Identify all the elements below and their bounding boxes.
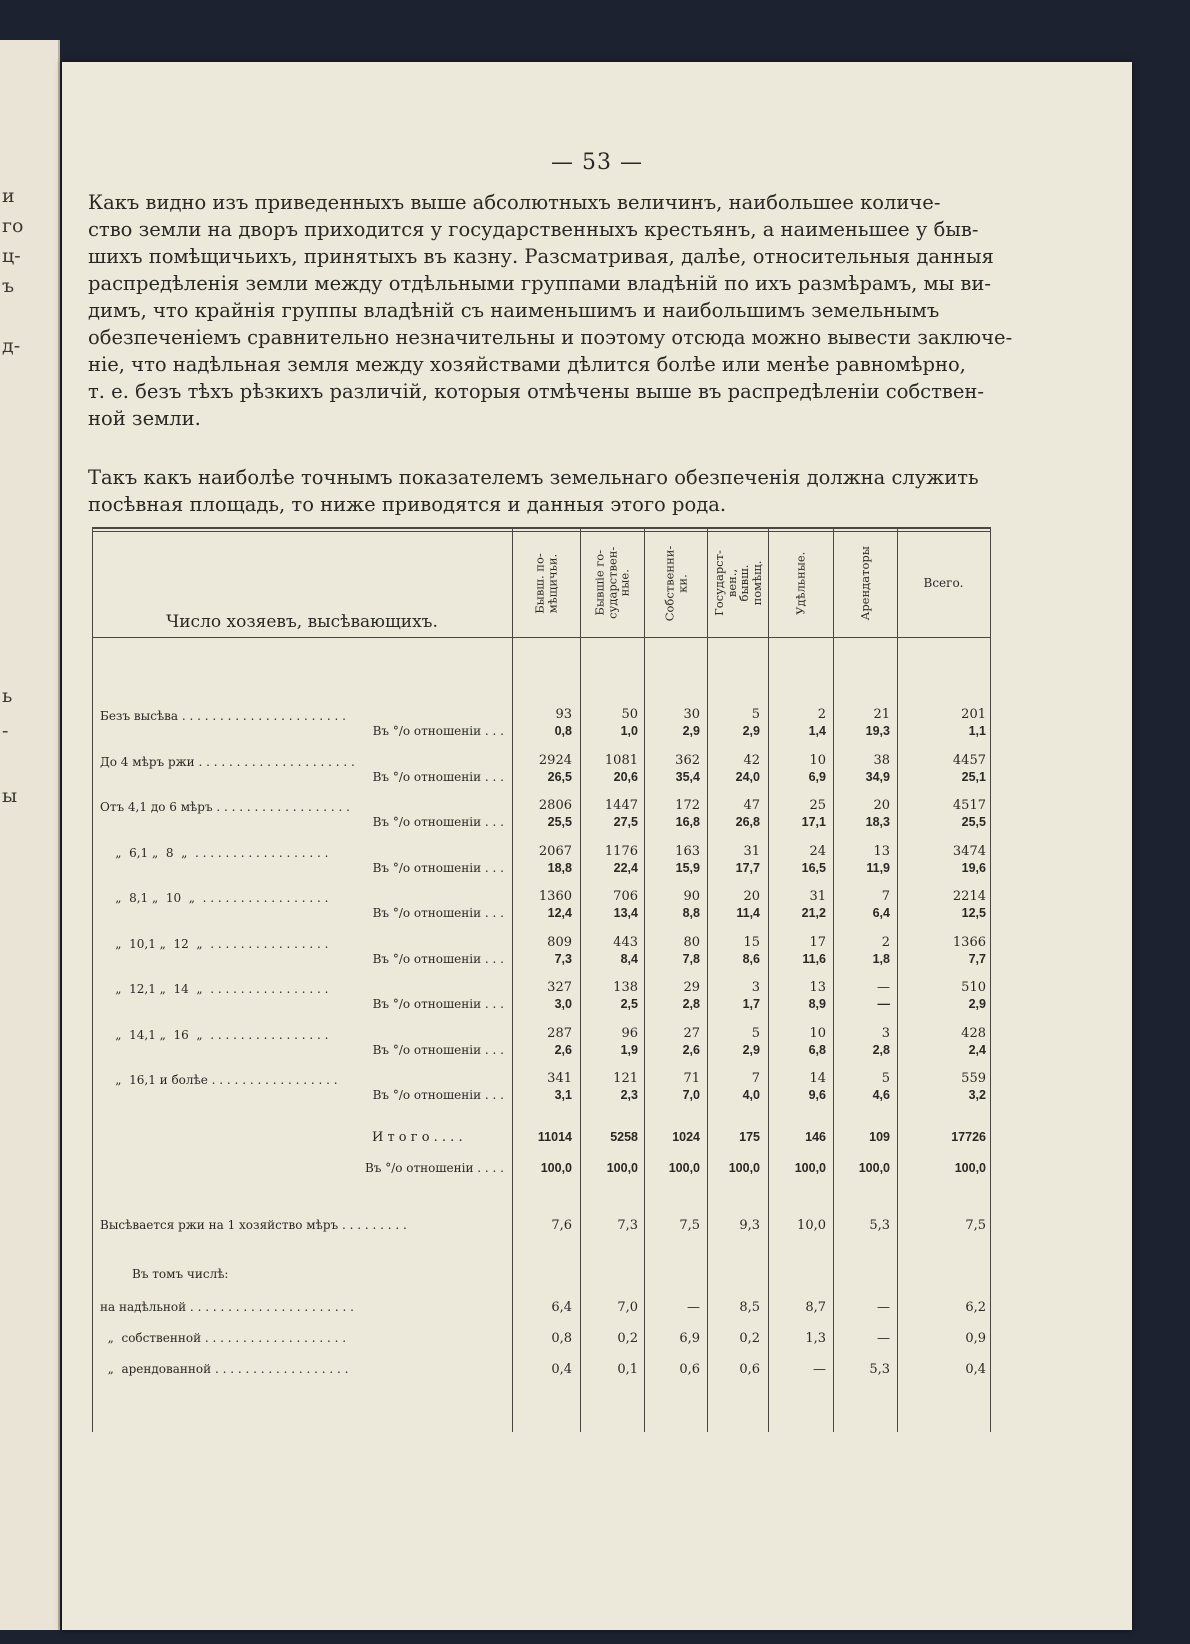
table-cell-percent: 3,2 bbox=[968, 1088, 986, 1102]
text-line: Какъ видно изъ приведенныхъ выше абсолютныхъ величинъ, наибольшее количе- bbox=[88, 191, 941, 214]
sub-row-cell: 5,3 bbox=[869, 1362, 890, 1377]
table-cell-percent: 19,6 bbox=[961, 860, 986, 875]
column-header bbox=[768, 535, 833, 631]
table-cell-percent: 11,4 bbox=[736, 906, 760, 920]
percent-label: Въ °/o отношеніи . . . bbox=[372, 951, 504, 966]
total-cell-percent: 100,0 bbox=[858, 1161, 890, 1175]
per-household-label: Высѣвается ржи на 1 хозяйство мѣръ . . . . . . . . . bbox=[100, 1218, 407, 1232]
per-household-cell: 7,3 bbox=[617, 1218, 638, 1233]
per-household-cell: 5,3 bbox=[869, 1218, 890, 1233]
sub-row-cell: 0,6 bbox=[739, 1362, 760, 1377]
per-household-cell: 7,5 bbox=[679, 1218, 700, 1233]
table-cell: 27 bbox=[683, 1025, 700, 1041]
percent-label: Въ °/o отношеніи . . . bbox=[372, 815, 504, 829]
table-cell-percent: 19,3 bbox=[865, 724, 890, 738]
text-line: ніе, что надѣльная земля между хозяйствами дѣлится болѣе или менѣе равномѣрно, bbox=[88, 353, 966, 376]
sub-row-cell: — bbox=[877, 1331, 890, 1346]
column-header-label: Государст- вен., бывш. помѣщ. bbox=[711, 550, 764, 616]
table-cell-percent: 11,6 bbox=[802, 951, 826, 966]
table-cell-percent: 2,4 bbox=[968, 1042, 986, 1057]
row-label: „ 14,1 „ 16 „ . . . . . . . . . . . . . . . . bbox=[100, 1027, 329, 1042]
sub-row-cell: 7,0 bbox=[617, 1300, 638, 1315]
column-header-label: Всего. bbox=[923, 576, 964, 590]
table-cell-percent: 7,8 bbox=[682, 951, 700, 966]
table-cell: 42 bbox=[743, 752, 760, 768]
table-cell: 1176 bbox=[604, 843, 638, 859]
table-cell-percent: 2,6 bbox=[682, 1042, 700, 1057]
left-page-fragment: ъ bbox=[2, 275, 15, 297]
sub-row-cell: 0,4 bbox=[965, 1362, 986, 1377]
table-cell-percent: 3,0 bbox=[554, 997, 572, 1011]
table-cell-percent: 17,1 bbox=[801, 815, 826, 829]
table-cell-percent: 16,5 bbox=[801, 860, 826, 875]
total-cell: 1024 bbox=[672, 1130, 700, 1144]
table-cell-percent: 0,8 bbox=[554, 724, 572, 738]
rule-line bbox=[768, 527, 769, 1432]
table-cell-percent: 8,6 bbox=[742, 951, 760, 966]
table-cell: 13 bbox=[873, 843, 890, 859]
total-cell-percent: 100,0 bbox=[668, 1161, 700, 1175]
row-label: „ 12,1 „ 14 „ . . . . . . . . . . . . . . . . bbox=[100, 982, 329, 996]
table-cell-percent: 2,8 bbox=[872, 1042, 890, 1057]
table-cell: 93 bbox=[555, 707, 572, 722]
table-cell: 362 bbox=[675, 752, 700, 768]
table-cell-percent: 8,8 bbox=[682, 906, 700, 920]
per-household-cell: 7,5 bbox=[965, 1218, 986, 1233]
table-cell: 10 bbox=[809, 1025, 826, 1041]
table-cell: 20 bbox=[743, 889, 760, 904]
column-header-label: Удѣльные. bbox=[793, 551, 808, 615]
including-label: Въ томъ числѣ: bbox=[132, 1267, 229, 1281]
left-page-fragment: го bbox=[2, 215, 24, 237]
table-cell: 47 bbox=[743, 798, 760, 813]
table-cell: 5 bbox=[751, 1025, 760, 1041]
table-cell: 1366 bbox=[952, 934, 986, 950]
table-cell-percent: 25,5 bbox=[547, 815, 572, 829]
sub-row-cell: 0,9 bbox=[965, 1331, 986, 1346]
table-cell-percent: 2,9 bbox=[968, 997, 986, 1011]
table-cell-percent: 7,0 bbox=[682, 1088, 700, 1102]
table-cell: 559 bbox=[961, 1071, 986, 1086]
sub-row-label: на надѣльной . . . . . . . . . . . . . . . . . . . . . . bbox=[100, 1300, 354, 1314]
percent-label: Въ °/o отношеніи . . . bbox=[372, 1042, 504, 1057]
total-cell-percent: 100,0 bbox=[794, 1161, 826, 1175]
table-cell-percent: 24,0 bbox=[735, 769, 760, 784]
sub-row-cell: 0,4 bbox=[551, 1362, 572, 1377]
sub-row-label: „ арендованной . . . . . . . . . . . . . . . . . . bbox=[100, 1362, 349, 1376]
row-label: „ 8,1 „ 10 „ . . . . . . . . . . . . . . . . . bbox=[100, 891, 329, 905]
table-cell: 25 bbox=[809, 798, 826, 813]
rule-line bbox=[897, 527, 898, 1432]
table-cell: 10 bbox=[809, 752, 826, 768]
row-label: Безъ высѣва . . . . . . . . . . . . . . . . . . . . . . bbox=[100, 709, 346, 723]
table-cell: 287 bbox=[547, 1025, 572, 1041]
sub-row-cell: 0,8 bbox=[551, 1331, 572, 1346]
table-cell-percent: 18,3 bbox=[865, 815, 890, 829]
percent-label: Въ °/o отношеніи . . . bbox=[372, 997, 504, 1011]
table-cell: 443 bbox=[613, 934, 638, 950]
table-cell: 15 bbox=[743, 934, 760, 950]
table-cell: 163 bbox=[675, 843, 700, 859]
text-line: Такъ какъ наиболѣе точнымъ показателемъ земельнаго обезпеченія должна служить bbox=[88, 466, 979, 489]
table-cell: 5 bbox=[751, 707, 760, 722]
table-cell-percent: 12,5 bbox=[961, 906, 986, 920]
total-cell: 146 bbox=[805, 1130, 826, 1144]
table-cell-percent: 4,0 bbox=[742, 1088, 760, 1102]
table-cell: 71 bbox=[683, 1071, 700, 1086]
rule-line bbox=[707, 527, 708, 1432]
table-cell-percent: 26,8 bbox=[735, 815, 760, 829]
total-cell: 109 bbox=[869, 1130, 890, 1144]
total-cell: 17726 bbox=[951, 1130, 986, 1144]
table-cell-percent: 2,8 bbox=[682, 997, 700, 1011]
left-page-fragment: ы bbox=[2, 785, 18, 807]
table-cell-percent: — bbox=[877, 997, 890, 1011]
table-cell: 14 bbox=[809, 1071, 826, 1086]
percent-label: Въ °/o отношеніи . . . bbox=[372, 906, 504, 920]
column-header bbox=[580, 535, 644, 631]
row-label: „ 10,1 „ 12 „ . . . . . . . . . . . . . . . . bbox=[100, 936, 329, 951]
table-cell: 50 bbox=[621, 707, 638, 722]
row-label: Отъ 4,1 до 6 мѣръ . . . . . . . . . . . . . . . . . . bbox=[100, 800, 350, 814]
page-number: — 53 — bbox=[551, 150, 643, 175]
per-household-cell: 10,0 bbox=[797, 1218, 826, 1233]
table-cell-percent: 8,9 bbox=[808, 997, 826, 1011]
total-cell-percent: 100,0 bbox=[606, 1161, 638, 1175]
table-cell-percent: 35,4 bbox=[675, 769, 700, 784]
total-cell: 11014 bbox=[537, 1130, 572, 1144]
percent-label: Въ °/o отношеніи . . . bbox=[372, 769, 504, 784]
table-cell-percent: 7,3 bbox=[554, 951, 572, 966]
data-table bbox=[92, 527, 1102, 1432]
total-cell-percent: 100,0 bbox=[728, 1161, 760, 1175]
table-cell: 428 bbox=[961, 1025, 986, 1041]
table-cell: 3 bbox=[751, 980, 760, 995]
column-header-label: Собственни- ки. bbox=[662, 545, 689, 621]
table-cell: 1360 bbox=[538, 889, 572, 904]
table-cell-percent: 1,9 bbox=[620, 1042, 638, 1057]
left-page-fragment: - bbox=[2, 720, 9, 742]
column-header bbox=[512, 535, 580, 631]
table-cell: 29 bbox=[683, 980, 700, 995]
table-cell: 7 bbox=[881, 889, 890, 904]
table-cell: 21 bbox=[873, 707, 890, 722]
column-header-label: Бывш. по- мѣщичьи. bbox=[532, 552, 559, 614]
table-cell: 31 bbox=[809, 889, 826, 904]
rule-line bbox=[92, 637, 990, 638]
table-cell-percent: 22,4 bbox=[613, 860, 638, 875]
table-cell-percent: 2,9 bbox=[682, 724, 700, 738]
paragraph-2 bbox=[88, 464, 1100, 518]
table-cell-percent: 2,6 bbox=[554, 1042, 572, 1057]
sub-row-cell: 8,5 bbox=[739, 1300, 760, 1315]
table-cell-percent: 21,2 bbox=[801, 906, 826, 920]
table-cell-percent: 8,4 bbox=[620, 951, 638, 966]
sub-row-cell: 0,6 bbox=[679, 1362, 700, 1377]
table-cell: — bbox=[877, 980, 890, 995]
total-cell-percent: 100,0 bbox=[954, 1161, 986, 1175]
sub-row-cell: — bbox=[687, 1300, 700, 1315]
table-cell: 121 bbox=[613, 1071, 638, 1086]
row-label: До 4 мѣръ ржи . . . . . . . . . . . . . . . . . . . . . bbox=[100, 754, 355, 769]
rule-line bbox=[990, 527, 991, 1432]
table-cell: 2067 bbox=[538, 843, 572, 859]
table-cell: 809 bbox=[547, 934, 572, 950]
table-cell: 2214 bbox=[952, 889, 986, 904]
table-cell: 90 bbox=[683, 889, 700, 904]
text-line: т. е. безъ тѣхъ рѣзкихъ различій, которыя отмѣчены выше въ распредѣленіи собствен- bbox=[88, 380, 985, 403]
total-cell: 5258 bbox=[610, 1130, 638, 1144]
left-page-fragment: и bbox=[2, 185, 15, 207]
sub-row-cell: 1,3 bbox=[805, 1331, 826, 1346]
total-cell-percent: 100,0 bbox=[540, 1161, 572, 1175]
percent-label: Въ °/o отношеніи . . . bbox=[372, 860, 504, 875]
table-cell: 4457 bbox=[952, 752, 986, 768]
left-page-edge bbox=[0, 40, 60, 1630]
table-cell-percent: 34,9 bbox=[865, 769, 890, 784]
text-line: димъ, что крайнія группы владѣній съ наименьшимъ и наибольшимъ земельнымъ bbox=[88, 299, 940, 322]
table-cell-percent: 1,7 bbox=[742, 997, 760, 1011]
column-header bbox=[644, 535, 707, 631]
table-cell: 5 bbox=[881, 1071, 890, 1086]
sub-row-cell: 6,2 bbox=[965, 1300, 986, 1315]
table-cell: 24 bbox=[809, 843, 826, 859]
text-line: ство земли на дворъ приходится у государственныхъ крестьянъ, а наименьшее у быв- bbox=[88, 218, 979, 241]
percent-label: Въ °/o отношеніи . . . . bbox=[364, 1161, 504, 1175]
column-header-label: Арендаторы bbox=[857, 545, 872, 621]
table-cell: 17 bbox=[809, 934, 826, 950]
table-cell: 31 bbox=[743, 843, 760, 859]
sub-row-cell: — bbox=[813, 1362, 826, 1377]
sub-row-cell: 0,2 bbox=[617, 1331, 638, 1346]
rule-line bbox=[512, 527, 513, 1432]
table-cell: 510 bbox=[961, 980, 986, 995]
left-page-fragment: ь bbox=[2, 685, 13, 707]
percent-label: Въ °/o отношеніи . . . bbox=[372, 724, 504, 738]
table-cell: 20 bbox=[873, 798, 890, 813]
per-household-cell: 9,3 bbox=[739, 1218, 760, 1233]
table-cell-percent: 16,8 bbox=[675, 815, 700, 829]
column-header-label: Бывшіе го- сударствен- ные. bbox=[592, 546, 632, 620]
text-line: посѣвная площадь, то ниже приводятся и данныя этого рода. bbox=[88, 493, 727, 516]
table-cell-percent: 13,4 bbox=[613, 906, 638, 920]
table-cell: 80 bbox=[683, 934, 700, 950]
table-cell-percent: 7,7 bbox=[968, 951, 986, 966]
table-title: Число хозяевъ, высѣвающихъ. bbox=[166, 612, 438, 632]
column-header bbox=[833, 535, 897, 631]
left-page-fragment: ц- bbox=[2, 245, 21, 267]
table-cell-percent: 2,9 bbox=[742, 724, 760, 738]
table-cell: 4517 bbox=[952, 798, 986, 813]
table-cell-percent: 1,4 bbox=[808, 724, 826, 738]
row-label: „ 6,1 „ 8 „ . . . . . . . . . . . . . . . . . . bbox=[100, 845, 329, 860]
column-header bbox=[897, 535, 990, 631]
table-cell: 2924 bbox=[538, 752, 572, 768]
table-cell: 13 bbox=[809, 980, 826, 995]
table-cell: 7 bbox=[751, 1071, 760, 1086]
table-cell-percent: 2,5 bbox=[620, 997, 638, 1011]
rule-line bbox=[92, 527, 93, 1432]
total-label: И т о г о . . . . bbox=[372, 1130, 463, 1145]
column-header bbox=[707, 535, 768, 631]
table-cell-percent: 25,1 bbox=[961, 769, 986, 784]
table-cell: 2 bbox=[881, 934, 890, 950]
table-cell-percent: 12,4 bbox=[547, 906, 572, 920]
rule-line bbox=[644, 527, 645, 1432]
text-line: ной земли. bbox=[88, 407, 201, 430]
table-cell-percent: 11,9 bbox=[866, 860, 890, 875]
table-cell-percent: 1,8 bbox=[872, 951, 890, 966]
table-cell: 30 bbox=[683, 707, 700, 722]
table-cell: 3474 bbox=[952, 843, 986, 859]
sub-row-cell: 0,1 bbox=[617, 1362, 638, 1377]
rule-line bbox=[92, 531, 990, 532]
rule-line bbox=[833, 527, 834, 1432]
table-cell: 1447 bbox=[604, 798, 638, 813]
table-cell-percent: 2,9 bbox=[742, 1042, 760, 1057]
table-cell-percent: 6,8 bbox=[808, 1042, 826, 1057]
table-cell-percent: 4,6 bbox=[872, 1088, 890, 1102]
text-line: шихъ помѣщичьихъ, принятыхъ въ казну. Разсматривая, далѣе, относительныя данныя bbox=[88, 245, 994, 268]
row-label: „ 16,1 и болѣе . . . . . . . . . . . . . . . . . bbox=[100, 1073, 338, 1087]
table-cell: 2 bbox=[817, 707, 826, 722]
per-household-cell: 7,6 bbox=[551, 1218, 572, 1233]
table-cell: 3 bbox=[881, 1025, 890, 1041]
rule-line bbox=[92, 527, 990, 529]
table-cell: 96 bbox=[621, 1025, 638, 1041]
table-cell-percent: 6,9 bbox=[808, 769, 826, 784]
sub-row-cell: 6,9 bbox=[679, 1331, 700, 1346]
table-cell-percent: 9,6 bbox=[808, 1088, 826, 1102]
table-cell-percent: 17,7 bbox=[735, 860, 760, 875]
table-cell: 172 bbox=[675, 798, 700, 813]
table-cell-percent: 15,9 bbox=[675, 860, 700, 875]
table-cell-percent: 20,6 bbox=[613, 769, 638, 784]
document-page bbox=[62, 62, 1132, 1630]
table-cell-percent: 26,5 bbox=[547, 769, 572, 784]
table-cell-percent: 1,1 bbox=[968, 724, 986, 738]
sub-row-label: „ собственной . . . . . . . . . . . . . . . . . . . bbox=[100, 1331, 347, 1345]
table-cell-percent: 3,1 bbox=[554, 1088, 572, 1102]
paragraph-1 bbox=[88, 189, 1100, 432]
table-cell: 138 bbox=[613, 980, 638, 995]
table-cell-percent: 1,0 bbox=[620, 724, 638, 738]
table-cell: 201 bbox=[961, 707, 986, 722]
table-cell-percent: 18,8 bbox=[547, 860, 572, 875]
table-cell-percent: 27,5 bbox=[613, 815, 638, 829]
sub-row-cell: 8,7 bbox=[805, 1300, 826, 1315]
table-cell: 327 bbox=[547, 980, 572, 995]
table-cell: 706 bbox=[613, 889, 638, 904]
percent-label: Въ °/o отношеніи . . . bbox=[372, 1088, 504, 1102]
table-cell-percent: 6,4 bbox=[872, 906, 890, 920]
total-cell: 175 bbox=[739, 1130, 760, 1144]
table-cell-percent: 25,5 bbox=[961, 815, 986, 829]
table-cell: 341 bbox=[547, 1071, 572, 1086]
table-cell: 2806 bbox=[538, 798, 572, 813]
table-cell: 1081 bbox=[604, 752, 638, 768]
sub-row-cell: 6,4 bbox=[551, 1300, 572, 1315]
text-line: обезпеченіемъ сравнительно незначительны и поэтому отсюда можно вывести заключе- bbox=[88, 326, 1013, 349]
left-page-fragment: д- bbox=[2, 335, 21, 357]
table-cell-percent: 2,3 bbox=[620, 1088, 638, 1102]
sub-row-cell: — bbox=[877, 1300, 890, 1315]
rule-line bbox=[580, 527, 581, 1432]
table-cell: 38 bbox=[873, 752, 890, 768]
sub-row-cell: 0,2 bbox=[739, 1331, 760, 1346]
text-line: распредѣленія земли между отдѣльными группами владѣній по ихъ размѣрамъ, мы ви- bbox=[88, 272, 991, 295]
